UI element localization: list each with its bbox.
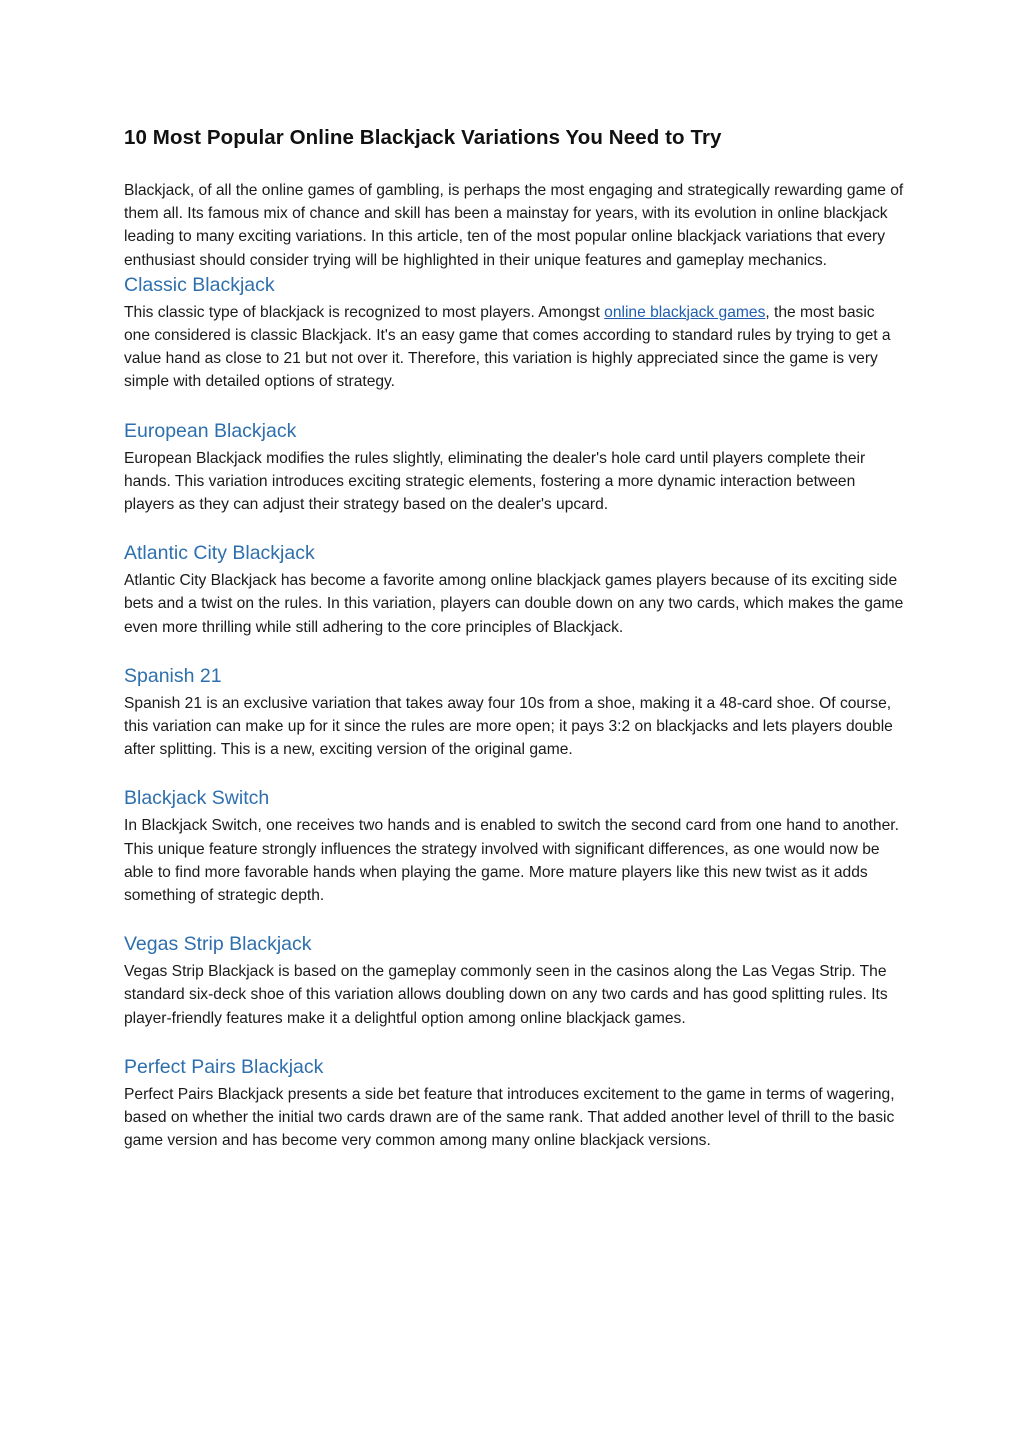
classic-text-before-link: This classic type of blackjack is recognized to most players. Amongst [124, 303, 605, 321]
section-heading-blackjack-switch: Blackjack Switch [124, 787, 270, 810]
section-vegas-strip-blackjack [124, 931, 904, 1030]
section-text-classic-blackjack [124, 301, 904, 394]
section-text-vegas-strip-blackjack: Vegas Strip Blackjack is based on the gameplay commonly seen in the casinos along the Las Vegas Strip. The standard six-deck shoe of this variation allows doubling down on any two cards and has good splitting rules. Its player-friendly features make it a delightful option among online blackjack games. [124, 963, 888, 1027]
online-blackjack-games-link[interactable]: online blackjack games [604, 303, 766, 321]
section-european-blackjack [124, 418, 904, 517]
section-text-atlantic-city-blackjack: Atlantic City Blackjack has become a favorite among online blackjack games players because of its exciting side bets and a twist on the rules. In this variation, players can double down on any two cards, which makes the game even more thrilling while still adhering to the core principles of Blackjack. [124, 572, 904, 636]
section-heading-classic-blackjack: Classic Blackjack [124, 273, 275, 296]
document-page [124, 124, 904, 1176]
intro-paragraph: Blackjack, of all the online games of gambling, is perhaps the most engaging and strategically rewarding game of them all. Its famous mix of chance and skill has been a mainstay for years, with its evolution in online blackjack leading to many exciting variations. In this article, ten of the most popular online blackjack variations that every enthusiast should consider trying will be highlighted in their unique features and gameplay mechanics. [124, 182, 904, 269]
section-text-european-blackjack: European Blackjack modifies the rules slightly, eliminating the dealer's hole card until players complete their hands. This variation introduces exciting strategic elements, fostering a more dynamic interaction between players as they can adjust their strategy based on the dealer's upcard. [124, 449, 866, 514]
section-text-spanish-21: Spanish 21 is an exclusive variation that takes away four 10s from a shoe, making it a 48-card shoe. Of course, this variation can make up for it since the rules are more open; it pays 3:2 on blackjacks and lets players double after splitting. This is a new, exciting version of the original game. [124, 694, 893, 759]
section-spanish-21 [124, 663, 904, 762]
classic-text-after-link: , the most basic one considered is classic Blackjack. It's an easy game that comes according to standard rules by trying to get a value hand as close to 21 but not over it. Therefore, this variation is highly appreciated since the game is very simple with detailed options of strategy. [124, 303, 891, 391]
section-atlantic-city-blackjack [124, 540, 904, 639]
section-text-blackjack-switch: In Blackjack Switch, one receives two hands and is enabled to switch the second card from one hand to another. This unique feature strongly influences the strategy involved with significant differences, as one would now be able to find more favorable hands when playing the game. More mature players like this new twist as it adds something of strategic depth. [124, 817, 899, 905]
section-perfect-pairs-blackjack [124, 1054, 904, 1153]
section-heading-atlantic-city-blackjack: Atlantic City Blackjack [124, 542, 315, 565]
document-title: 10 Most Popular Online Blackjack Variations You Need to Try [124, 126, 722, 149]
section-classic-blackjack [124, 272, 904, 394]
section-heading-perfect-pairs-blackjack: Perfect Pairs Blackjack [124, 1055, 324, 1078]
section-heading-vegas-strip-blackjack: Vegas Strip Blackjack [124, 933, 312, 956]
section-heading-european-blackjack: European Blackjack [124, 419, 297, 442]
section-heading-spanish-21: Spanish 21 [124, 664, 222, 687]
section-text-perfect-pairs-blackjack: Perfect Pairs Blackjack presents a side bet feature that introduces excitement to the game in terms of wagering, based on whether the initial two cards drawn are of the same rank. That added another level of thrill to the basic game version and has become very common among many online blackjack versions. [124, 1085, 895, 1150]
section-blackjack-switch [124, 785, 904, 907]
